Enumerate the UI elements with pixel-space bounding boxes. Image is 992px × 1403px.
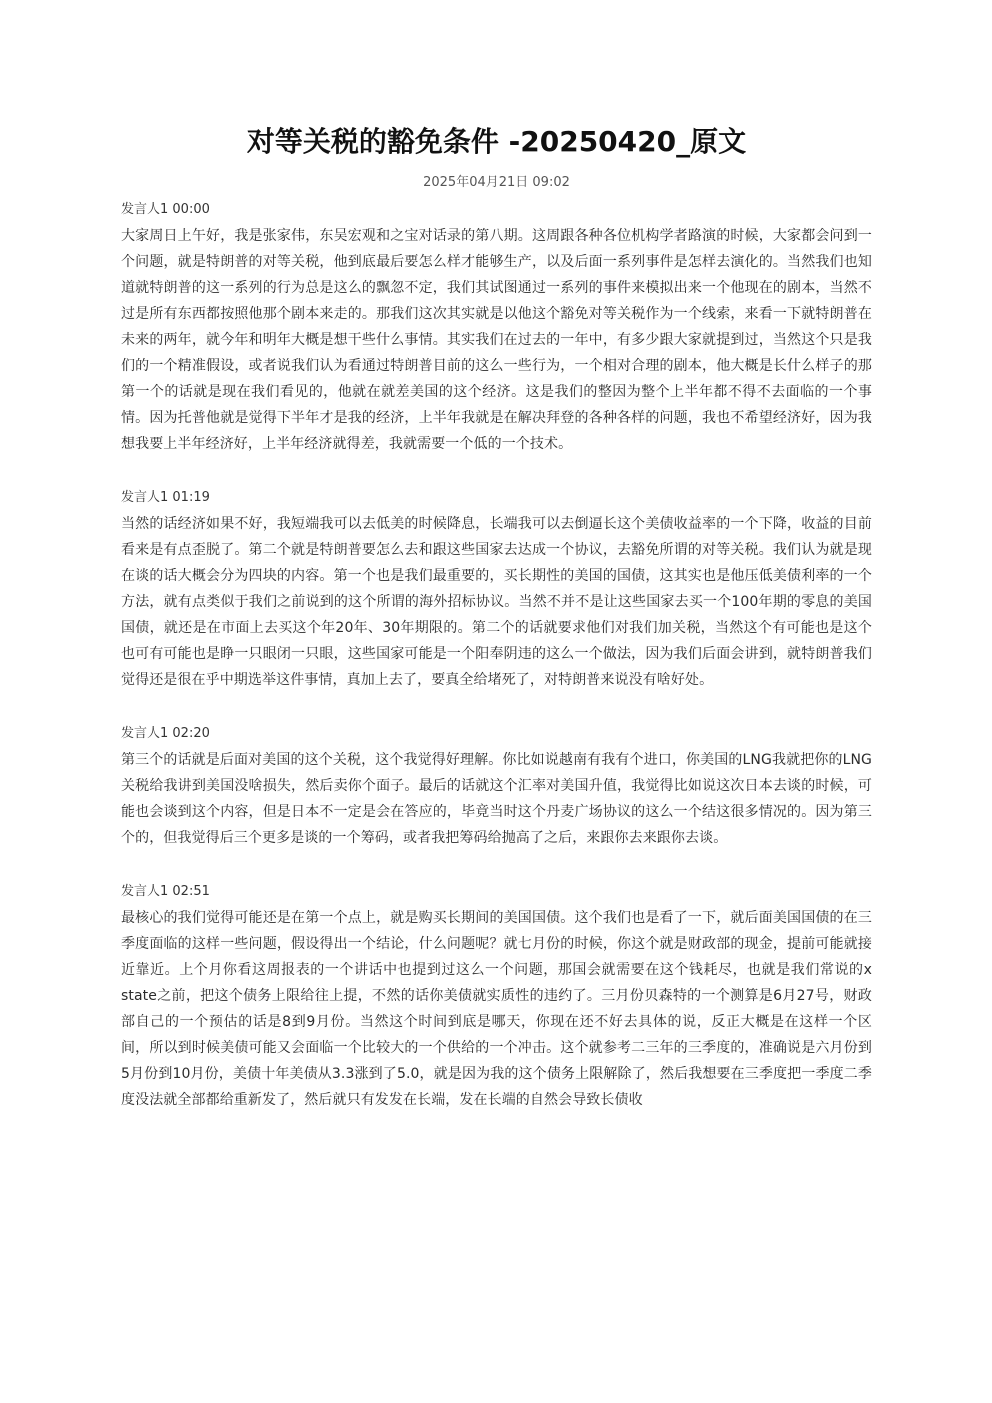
document-date: 2025年04月21日 09:02 bbox=[423, 175, 570, 190]
transcript-paragraph: 当然的话经济如果不好，我短端我可以去低美的时候降息，长端我可以去倒逼长这个美债收益率的一个下降，收益的目前看来是有点歪脱了。第二个就是特朗普要怎么去和跟这些国家去达成一个协议，去豁免所谓的对等关税。我们认为就是现在谈的话大概会分为四块的内容。第一个也是我们最重要的，买长期性的美国的国债，这其实也是他压低美债利率的一个方法，就有点类似于我们之前说到的这个所谓的海外招标协议。当然不并不是让这些国家去买一个100年期的零息的美国国债，就还是在市面上去买这个年20年、30年期限的。第二个的话就要求他们对我们加关税，当然这个有可能也是这个也可有可能也是睁一只眼闭一只眼，这些国家可能是一个阳奉阴违的这么一个做法，因为我们后面会讲到，就特朗普我们觉得还是很在乎中期选举这件事情，真加上去了，要真全给堵死了，对特朗普来说没有啥好处。 bbox=[121, 516, 872, 688]
speaker-label: 发言人1 00:00 bbox=[121, 202, 210, 217]
speaker-label: 发言人1 02:20 bbox=[121, 726, 210, 741]
speaker-label: 发言人1 01:19 bbox=[121, 490, 210, 505]
transcript-paragraph: 第三个的话就是后面对美国的这个关税，这个我觉得好理解。你比如说越南有我有个进口，你美国的LNG我就把你的LNG关税给我讲到美国没啥损失，然后卖你个面子。最后的话就这个汇率对美国升值，我觉得比如说这次日本去谈的时候，可能也会谈到这个内容，但是日本不一定是会在答应的，毕竟当时这个丹麦广场协议的这么一个结这很多情况的。因为第三个的，但我觉得后三个更多是谈的一个筹码，或者我把筹码给抛高了之后，来跟你去来跟你去谈。 bbox=[121, 752, 872, 846]
transcript-section bbox=[121, 485, 872, 693]
transcript-paragraph: 大家周日上午好，我是张家伟，东吴宏观和之宝对话录的第八期。这周跟各种各位机构学者路演的时候，大家都会问到一个问题，就是特朗普的对等关税，他到底最后要怎么样才能够生产，以及后面一系列事件是怎样去演化的。当然我们也知道就特朗普的这一系列的行为总是这么的飘忽不定，我们其试图通过一系列的事件来模拟出来一个他现在的剧本，当然不过是所有东西都按照他那个剧本来走的。那我们这次其实就是以他这个豁免对等关税作为一个线索，来看一下就特朗普在未来的两年，就今年和明年大概是想干些什么事情。其实我们在过去的一年中，有多少跟大家就提到过，当然这个只是我们的一个精准假设，或者说我们认为看通过特朗普目前的这么一些行为，一个相对合理的剧本，他大概是长什么样子的那第一个的话就是现在我们看见的，他就在就差美国的这个经济。这是我们的整因为整个上半年都不得不去面临的一个事情。因为托普他就是觉得下半年才是我的经济，上半年我就是在解决拜登的各种各样的问题，我也不希望经济好，因为我想我要上半年经济好，上半年经济就得差，我就需要一个低的一个技术。 bbox=[121, 228, 872, 452]
transcript-section bbox=[121, 721, 872, 851]
transcript-paragraph: 最核心的我们觉得可能还是在第一个点上，就是购买长期间的美国国债。这个我们也是看了一下，就后面美国国债的在三季度面临的这样一些问题，假设得出一个结论，什么问题呢？就七月份的时候，你这个就是财政部的现金，提前可能就接近靠近。上个月你看这周报表的一个讲话中也提到过这么一个问题，那国会就需要在这个钱耗尽，也就是我们常说的x state之前，把这个债务上限给往上提，不然的话你美债就实质性的违约了。三月份贝森特的一个测算是6月27号，财政部自己的一个预估的话是8到9月份。当然这个时间到底是哪天，你现在还不好去具体的说，反正大概是在这样一个区间，所以到时候美债可能又会面临一个比较大的一个供给的一个冲击。这个就参考二三年的三季度的，准确说是六月份到5月份到10月份，美债十年美债从3.3涨到了5.0，就是因为我的这个债务上限解除了，然后我想要在三季度把一季度二季度没法就全部都给重新发了，然后就只有发发在长端，发在长端的自然会导致长债收 bbox=[121, 910, 872, 1108]
transcript-section bbox=[121, 879, 872, 1113]
transcript-body bbox=[121, 197, 872, 1141]
document-title: 对等关税的豁免条件 -20250420_原文 bbox=[246, 125, 747, 158]
speaker-label: 发言人1 02:51 bbox=[121, 884, 210, 899]
transcript-section bbox=[121, 197, 872, 457]
